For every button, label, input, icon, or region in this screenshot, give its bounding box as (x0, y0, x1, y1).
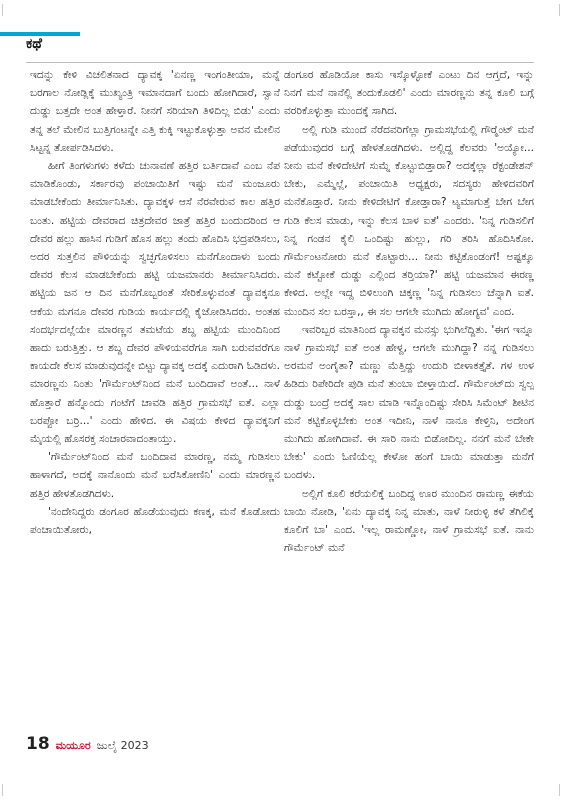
paragraph: 'ಗೌರ್ಮೆಂಟ್‌ನಿಂದ ಮನೆ ಬಂದಿದಾವ ಮಾರಣ್ಣ, ನಮ್ಮ ಗುಡಿಸಲು ಹಾಳಾಗದೆ, ಅದಕ್ಕೆ ನಾನೊಂದು ಮನೆ ಬರೆಸಿಕೋಣಿನಿ' ಎಂದು ಮಾರಣ್ಣನ ಹತ್ತಿರ ಹೇಳತೊಡಗಿದಳು. (30, 451, 280, 500)
paragraph: ಅಲ್ಲಿಗೆ ಕೂಲಿ ಕರೆಯಲಿಕ್ಕೆ ಬಂದಿದ್ದ ಊರ ಮುಂದಿನ ರಾಮಣ್ಣ ಈಕೆಯ ಬಾಯಿ ನೋಡಿ, 'ಏನು ದ್ಯಾವಕ್ಕ ನಿನ್ನ ಮಾತು, ನಾಳೆ ನೀರುಳ್ಳಿ ಕಳೆ ತೆಗಿಲಿಕ್ಕೆ ಕೂಲಿಗೆ ಬಾ' ಎಂದ. 'ಇಲ್ಲ ರಾಮಣ್ಣೋ, ನಾಳೆ ಗ್ರಾಮಸಭೆ ಐತೆ. ನಾನು ಗೌರ್ಮೆಂಟ್ ಮನೆ (284, 487, 534, 555)
paragraph: ಇದನ್ನು ಕೇಳಿ ವಿಚಲಿತನಾದ ದ್ಯಾವಕ್ಕ 'ಏನಣ್ಣ ಇಂಗಂತೀಯಾ, ಮನ್ನೆ ಬರಗಾಲ ನೋಡ್ಲಿಕ್ಕೆ ಮುಖ್ಯಂತ್ರಿ ಇಮಾನದಾಗೆ ಬಂದು ಹೋಗಿದಾರೆ, ಸ್ವಾನೆ ದುಡ್ಡು ಬತ್ತದೇ ಅಂತ ಹೇಳ್ತಾರೆ. ನೀನಗೆ ಸರಿಯಾಗಿ ತಿಳಿದಿಲ್ಲ ಬಿಡು' ಎಂದು ತನ್ನ ತಲೆ ಮೇಲಿನ ಬುತ್ತಿಗಂಟನ್ನೇ ಎತ್ತಿ ಕುಕ್ಕಿ ಇಟ್ಟುಕೊಳ್ಳುತ್ತಾ ಅವನ ಮೇಲಿನ ಸಿಟ್ಟನ್ನ ತೋರ್ಪಡಿಸಿದಳು. (30, 69, 280, 154)
left-column (30, 66, 280, 722)
section-title: ಕಥೆ (26, 36, 42, 52)
top-band (0, 0, 562, 26)
crop-mark (559, 4, 560, 16)
right-column (284, 66, 534, 722)
crop-mark (559, 784, 560, 796)
crop-mark (2, 784, 3, 796)
paragraph: ಅಲ್ಲಿ ಗುಡಿ ಮುಂದೆ ನೆರೆದವರಿಗೆಲ್ಲಾ ಗ್ರಾಮಸಭೆಯಲ್ಲಿ ಗೌರ್‍ಮೆಂಟ್ ಮನೆ ಪಡೆಯುವುದರ ಬಗ್ಗೆ ಹೇಳತೊಡಗಿದಳು. ಅಲ್ಲಿದ್ದ ಕೆಲವರು 'ಅಯ್ಯೋ... ನೀನು ಮನೆ ಕೇಳಿದೇಟಿಗೆ ಸುಮ್ನೆ ಕೊಟ್ಟುಬಿಡ್ತಾರಾ? ಅದಕ್ಕೆಲ್ಲಾ ರೆಕ್ಟಂಡೇಶನ್ ಬೇಕು, ಎಮ್ಮೆಲ್ಲೆ, ಪಂಚಾಯಿತಿ ಅಧ್ಯಕ್ಷರು, ಸದಸ್ಯರು ಹೇಳಿದವರಿಗೆ ಮನೆಕೊಡ್ತಾರೆ. ನೀನು ಕೇಳಿದೇಟಿಗೆ ಕೋಡ್ತಾರಾ? ಟ್ಯಮಾಗುತ್ತೆ ಬೇಗ ಬೇಗ ಗುಡಿ ಕೆಲಸ ಮಾಡು, ಇನ್ನು ಕೆಲಸ ಬಾಳ ಐತೆ' ಎಂದರು. 'ನಿನ್ನ ಗುಡಿಸಲಿಗೆ ನಿನ್ನ ಗಂಡನ ಕೈಲಿ ಒಂದಿಷ್ಟು ಹುಲ್ಲು, ಗರಿ ತರಿಸಿ ಹೊದಿಸಿಕೋ. ಗೌರ್ಮೆಂಟನೋರು ಮನೆ ಕೊಟ್ಟಾರು... ನೀನು ಕಟ್ಟಿಕೊಂಡಂಗೆ! ಅಷ್ಟಕ್ಕೂ ಮನೆ ಕಟ್ಟೋಕೆ ದುಡ್ಡು ಎಲ್ಲಿಂದ ತರ್‍ತಿಯಾ?' ಹಟ್ಟಿ ಯಜಮಾನ ಈರಣ್ಣ ಕೇಳಿದ. ಅಲ್ಲೇ ಇದ್ದ ಬಿಳಿಲುಂಗಿ ಚಿಕ್ಕಣ್ಣ 'ನಿನ್ನ ಗುಡಿಸಲು ಚೆನ್ನಾಗಿ ಐತೆ. ಮುಂದಿನ ಸಲ ಬರಸ್ತಾ,, ಈ ಸಲ ಆಗಲೇ ಮುಗಿದು ಹೋಗ್ಯವ' ಎಂದ. (284, 123, 534, 318)
paragraph: ಹೀಗೆ ತಿಂಗಳುಗಳು ಕಳೆದು ಚುನಾವಣೆ ಹತ್ತಿರ ಬರ್ತಿದಾವೆ ಎಂಬ ನೆಪ ಮಾಡಿಕೊಂಡು, ಸರ್ಕಾರವು ಪಂಚಾಯಿತಿಗೆ ಇಷ್ಟು ಮನೆ ಮಂಜೂರು ಮಾಡಬೇಕೆಂದು ತೀರ್ಮಾನಿಸಿತು. ದ್ಯಾವಕ್ಕಳ ಆಸೆ ನೆರವೇರುವ ಕಾಲ ಹತ್ತಿರ ಬಂತು. ಹಟ್ಟಿಯ ದೇವರಾದ ಚಿತ್ರದೇವರ ಜಾತ್ರೆ ಹತ್ತಿರ ಬಂದುದರಿಂದ ಆ ದೇವರ ಹಲ್ಲು ಹಾಸಿನ ಗುಡಿಗೆ ಹೊಸ ಹಲ್ಲು ತಂದು ಹೊದಿಸಿ ಭದ್ರಪಡಿಸಲು, ಅದರ ಸುತ್ತಲಿನ ಪೌಳಿಯನ್ನು ಸ್ವಚ್ಛಗೊಳಿಸಲು ಮನೆಗೊಂದಾಳು ಬಂದು ದೇವರ ಕೆಲಸ ಮಾಡಬೇಕೆಂದು ಹಟ್ಟಿ ಯಜಮಾನರು ತೀರ್ಮಾನಿಸಿದರು. ಹಟ್ಟಿಯ ಜನ ಆ ದಿನ ಮನೆಗೊಬ್ಬರಂತೆ ಸೇರಿಕೊಳ್ಳುವಂತೆ ದ್ಯಾವಕ್ಕನೂ ಆಕೆಯ ಮಗನೂ ದೇವರ ಗುಡಿಯ ಕಾರ್ಯದಲ್ಲಿ ಕೈಜೋಡಿಸಿದರು. ಅಂತಹ ಸಂದರ್ಭದಲ್ಲೆಯೇ ಮಾರಣ್ಣನ ತಮಟೆಯ ಶಬ್ದ ಹಟ್ಟಿಯ ಮುಂದಿನಿಂದ ಹಾದು ಬರುತ್ತಿತ್ತು. ಆ ಶಬ್ದ ದೇವರ ಪೌಳಿಯವರೆಗೂ ಸಾಗಿ ಬರುವವರೆಗೂ ಕಾಯದೇ ಕೆಲಸ ಮಾಡುವುದನ್ನೇ ಬಿಟ್ಟು ದ್ಯಾವಕ್ಕ ಅದಕ್ಕೆ ಎದುರಾಗಿ ಓಡಿದಳು. ಮಾರಣ್ಣನು ನಿಂತು 'ಗೌರ್ಮೆಂಟ್‌ನಿಂದ ಮನೆ ಬಂದಿದಾವೆ ಅಂತೆ... ನಾಳೆ ಹೊತ್ತಾರೆ ಹನ್ನೊಂದು ಗಂಟೆಗೆ ಚಾವಡಿ ಹತ್ತಿರ ಗ್ರಾಮಸಭೆ ಐತೆ. ಎಲ್ಲಾ ಬರಪ್ಪೋ ಬರ್ರಿ...' ಎಂದು ಹೇಳಿದ. ಈ ವಿಷಯ ಕೇಳಿದ ದ್ಯಾವಕ್ಕನಿಗೆ ಮೈಯಲ್ಲಿ ಹೊಸರಕ್ತ ಸಂಚಾರವಾದಂತಾಯ್ತು. (30, 160, 280, 446)
paragraph: ಇವರಿಬ್ಬರ ಮಾತಿನಿಂದ ದ್ಯಾವಕ್ಕನ ಮನಸ್ಸು ಭುಗಿಲೆದ್ದಿತು. 'ಈಗ ಇನ್ನೂ ನಾಳೆ ಗ್ರಾಮಸಭೆ ಐತೆ ಅಂತ ಹೇಳ್ದ, ಆಗಲೇ ಮುಗಿದ್ದಾ? ನನ್ನ ಗುಡಿಸಲು ಅರಮನೆ ಅಂಗೈತಾ? ಮಣ್ಣು ಮೆತ್ತಿದ್ದು ಉದುರಿ ಬೀಳಾಕತ್ತೈತೆ. ಗಳ ಉಳ ಹಿಡಿದು ರಿಪೇರಿದೇ ಪುಡಿ ಮನೆ ತುಂಬಾ ಬೀಳ್ತಾಯಿದೆ. ಗೌರ್ಮೆಂಟ್‌ದು ಸ್ವಲ್ಪ ದುಡ್ಡು ಬಂದ್ರೆ ಅದಕ್ಕೆ ಸಾಲ ಮಾಡಿ ಇನ್ನೊಂದಿಷ್ಟು ಸೇರಿಸಿ ಸಿಮೆಂಟ್ ಶೀಟಿನ ಮನೆ ಕಟ್ಟಿಕೊಳ್ಳಬೇಕು ಅಂತ ಇದೀನಿ, ನಾಳೆ ನಾನೂ ಕೇಳ್ತಿನಿ, ಅದೇಂಗ ಮುಗಿದು ಹೋಗಿದಾವೆ. ಈ ಸಾರಿ ನಾನು ಬಿಡೋದಿಲ್ಲ. ನನಗೆ ಮನೆ ಬೇಕೇ ಬೇಕು' ಎಂದು ಓಣಿಯೆಲ್ಲ ಕೇಳೋ ಹಂಗೆ ಬಾಯಿ ಮಾಡುತ್ತಾ ಮನೆಗೆ ಬಂದಳು. (284, 323, 534, 482)
magazine-name: ಮಯೂರ (55, 739, 91, 752)
page-footer (26, 734, 149, 754)
page-number: 18 (26, 734, 50, 754)
paragraph: ಡಂಗೂರ ಹೊಡಿಯೋ ಕಾಸು ಇಸ್ಕೊಳ್ಳೋಕೆ ಎಂಟು ದಿನ ಆಗ್ತದೆ, ಇನ್ನು ನಿನಗೆ ಮನೆ ನಾನೆಲ್ಲಿ ತಂದುಕೊಡಲಿ' ಎಂದು ಮಾರಣ್ಣನು ತನ್ನ ಕೂಲಿ ಬಗ್ಗೆ ವರರಿಕೊಳ್ಳುತ್ತಾ ಮುಂದಕ್ಕೆ ಸಾಗಿದ. (284, 69, 534, 118)
issue-date: ಜುಲೈ 2023 (96, 739, 149, 752)
paragraph: 'ನಂದೇನಿದ್ದರು ಡಂಗೂರ ಹೊಡೆಯುವುದು ಕಣಕ್ಕ, ಮನೆ ಕೊಡೋದು ಪಂಚಾಯಿತೋರು, (30, 505, 280, 537)
crop-mark (2, 4, 3, 16)
header-rule (26, 62, 534, 63)
